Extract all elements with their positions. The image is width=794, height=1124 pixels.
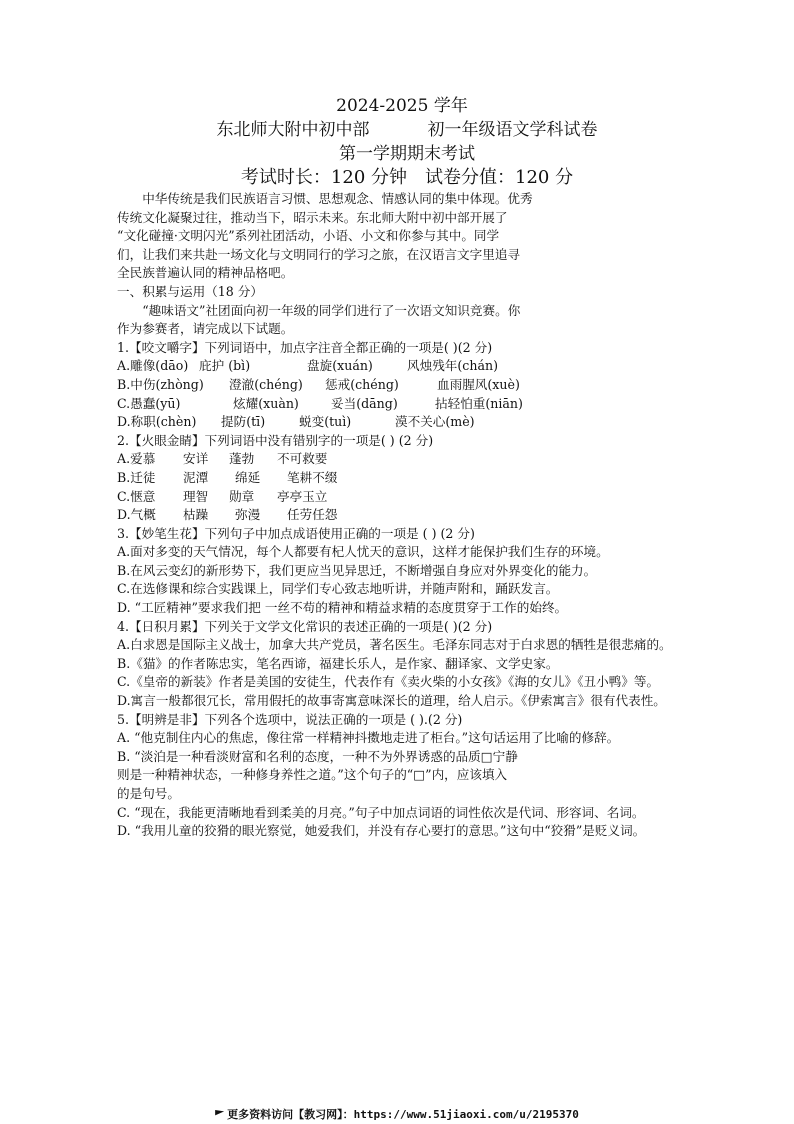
question-5-option-a: A. “他克制住内心的焦虑，像往常一样精神抖擞地走进了柜台。”这句话运用了比喻的修辞。 — [117, 730, 620, 746]
question-5-option-b-line: B. “淡泊是一种看淡财富和名利的态度，一种不为外界诱惑的品质□宁静 — [117, 748, 518, 764]
question-5-option-c: C. “现在，我能更清晰地看到柔美的月亮。”句子中加点词语的词性依次是代词、形容词、名词。 — [117, 804, 645, 820]
question-1-option-b: B.中伤(zhòng) 澄澈(chéng) 惩戒(chéng) 血雨腥风(xuè) — [117, 376, 520, 392]
question-1-option-c: C.愚蠢(yū) 炫耀(xuàn) 妥当(dāng) 拈轻怕重(niān) — [117, 395, 523, 411]
intro-line: “文化碰撞·文明闪光”系列社团活动，小语、小文和你参与其中。同学 — [117, 228, 500, 244]
exam-content — [117, 190, 679, 841]
section-lead: 作为参赛者，请完成以下试题。 — [117, 321, 294, 337]
exam-header — [0, 94, 794, 190]
question-4-option-c: C.《皇帝的新装》作者是美国的安徒生，代表作有《卖火柴的小女孩》《海的女儿》《丑小鸭》等。 — [117, 674, 660, 690]
intro-line: 全民族普遍认同的精神品格吧。 — [117, 265, 294, 281]
question-1-option-a: A.雕像(dāo) 庇护 (bì) 盘旋(xuán) 风烛残年(chán) — [117, 358, 498, 374]
question-2-option-a: A.爱慕 安详 蓬勃 不可救要 — [117, 451, 328, 467]
footer-link[interactable] — [0, 1106, 794, 1122]
exam-score: 试卷分值：120 分 — [425, 167, 574, 188]
question-5-option-b-line: 则是一种精神状态，一种修身养性之道。”这个句子的“□”内，应该填入 — [117, 767, 508, 783]
school-subject-line — [0, 118, 794, 142]
question-5-stem: 5.【明辨是非】下列各个选项中，说法正确的一项是 ( ).(2 分) — [117, 711, 463, 727]
question-2-option-d: D.气概 枯躁 弥漫 任劳任怨 — [117, 507, 338, 523]
question-5-option-d: D. “我用儿童的狡猾的眼光察觉，她爱我们，并没有存心要打的意思。”这句中“狡猾”是贬义词。 — [117, 823, 646, 839]
section-heading: 一、积累与运用（18 分） — [117, 283, 263, 299]
question-3-option-c: C.在选修课和综合实践课上，同学们专心致志地听讲，并随声附和，踊跃发言。 — [117, 581, 559, 597]
question-3-option-b: B.在风云变幻的新形势下，我们更应当见异思迁，不断增强自身应对外界变化的能力。 — [117, 562, 597, 578]
question-2-option-b: B.迁徒 泥潭 绵延 笔耕不缀 — [117, 469, 338, 485]
question-3-option-a: A.面对多变的天气情况，每个人都要有杞人忧天的意识，这样才能保护我们生存的环境。 — [117, 544, 609, 560]
question-3-stem: 3.【妙笔生花】下列句子中加点成语使用正确的一项是 ( ) (2 分) — [117, 525, 475, 541]
subject-name: 初一年级语文学科试卷 — [427, 120, 598, 140]
question-1-stem: 1.【咬文嚼字】下列词语中，加点字注音全都正确的一项是( )(2 分) — [117, 339, 493, 355]
flag-icon — [215, 1110, 224, 1119]
exam-duration: 考试时长：120 分钟 — [240, 167, 407, 188]
question-4-option-d: D.寓言一般都很冗长，常用假托的故事寄寓意味深长的道理，给人启示。《伊索寓言》很有代表性。 — [117, 693, 666, 709]
intro-line: 们，让我们来共赴一场文化与文明同行的学习之旅，在汉语言文字里追寻 — [117, 246, 520, 262]
section-lead: “趣味语文”社团面向初一年级的同学们进行了一次语文知识竞赛。你 — [142, 302, 521, 318]
footer-text: 更多资料访问【教习网】：https://www.51jiaoxi.com/u/2195370 — [227, 1108, 579, 1121]
question-4-option-b: B.《猫》的作者陈忠实，笔名西谛，福建长乐人，是作家、翻译家、文学史家。 — [117, 655, 559, 671]
school-year: 2024-2025 学年 — [336, 96, 468, 116]
exam-meta — [0, 166, 794, 190]
question-5-option-b-line: 的是句号。 — [117, 786, 180, 801]
question-4-option-a: A.白求恩是国际主义战士，加拿大共产党员，著名医生。毛泽东同志对于白求恩的牺牲是很悲痛的。 — [117, 637, 672, 653]
question-1-option-d: D.称职(chèn) 提防(tī) 蜕变(tuì) 漠不关心(mè) — [117, 414, 475, 430]
question-2-option-c: C.惬意 理智 勋章 亭亭玉立 — [117, 488, 328, 504]
school-name: 东北师大附中初中部 — [216, 120, 370, 140]
question-2-stem: 2.【火眼金睛】下列词语中没有错别字的一项是( ) (2 分) — [117, 432, 434, 448]
intro-line: 传统文化凝聚过往，推动当下，昭示未来。东北师大附中初中部开展了 — [117, 209, 508, 225]
question-4-stem: 4.【日积月累】下列关于文学文化常识的表述正确的一项是( )(2 分) — [117, 618, 493, 634]
intro-line: 中华传统是我们民族语言习惯、思想观念、情感认同的集中体现。优秀 — [142, 191, 533, 206]
exam-term: 第一学期期末考试 — [339, 144, 475, 164]
question-3-option-d: D. “工匠精神”要求我们把 一丝不苟的精神和精益求精的态度贯穿于工作的始终。 — [117, 600, 568, 616]
